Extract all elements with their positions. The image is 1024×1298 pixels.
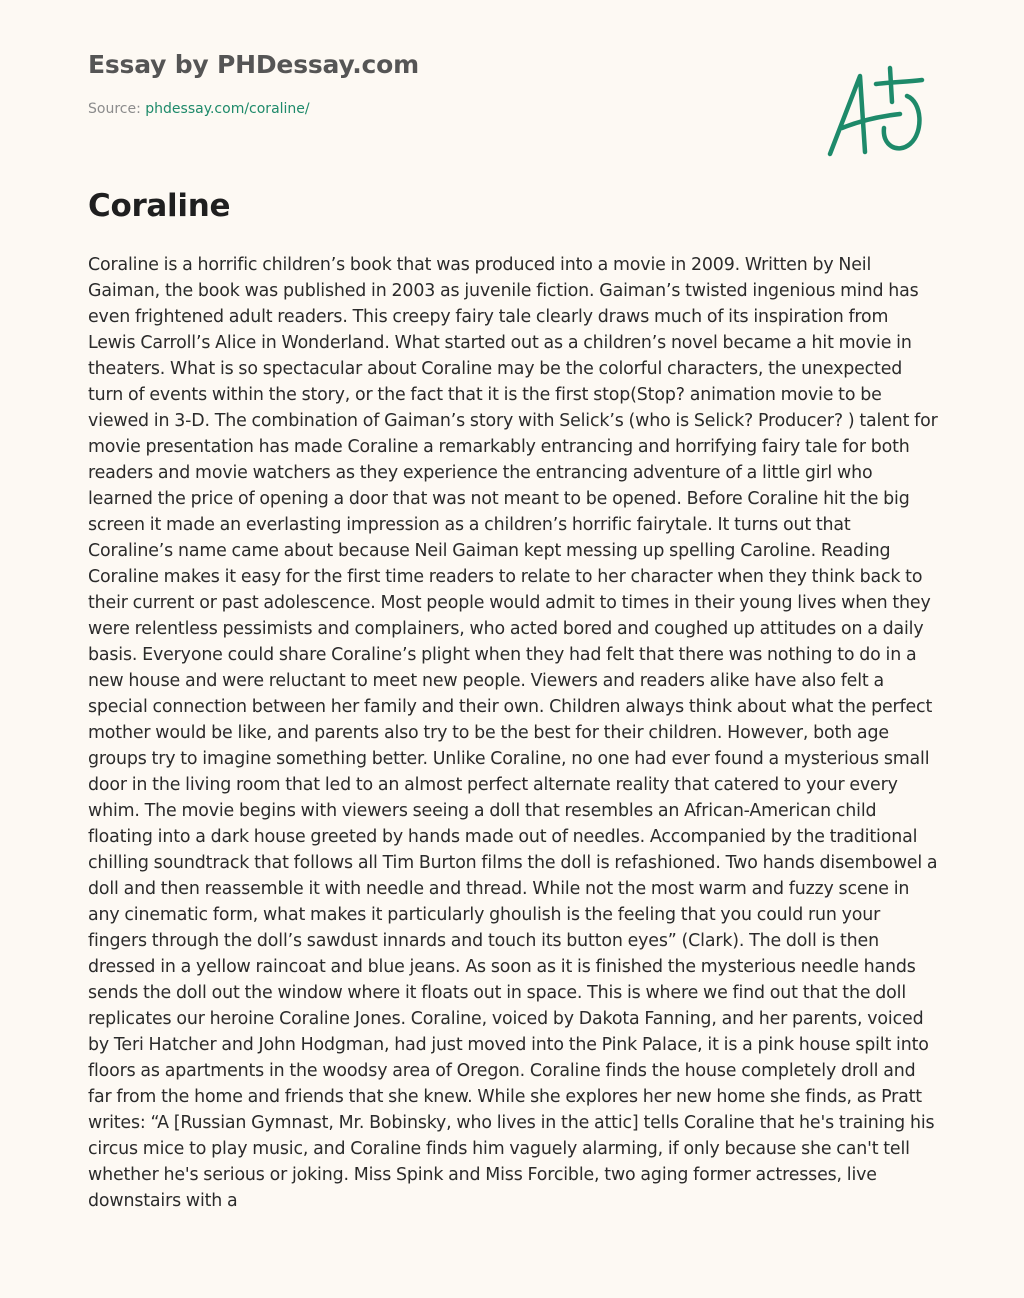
- essay-body: [88, 252, 940, 1252]
- page-header: [88, 50, 419, 117]
- source-line: [88, 101, 419, 117]
- source-label: Source:: [88, 101, 146, 117]
- essay-title: Coraline: [88, 188, 231, 224]
- a-plus-logo-icon: [820, 62, 930, 162]
- site-brand: Essay by PHDessay.com: [88, 50, 419, 79]
- source-link[interactable]: phdessay.com/coraline/: [145, 101, 310, 117]
- essay-paragraph: Coraline is a horrific children’s book that was produced into a movie in 2009. Written by Neil Gaiman, the book was published in 2003 as juvenile fiction. Gaiman’s twisted ingenious mind has even frightened adult readers. This creepy fairy tale clearly draws much of its inspiration from Lewis Carroll’s Alice in Wonderland. What started out as a children’s novel became a hit movie in theaters. What is so spectacular about Coraline may be the colorful characters, the unexpected turn of events within the story, or the fact that it is the first stop(Stop? animation movie to be viewed in 3-D. The combination of Gaiman’s story with Selick’s (who is Selick? Producer? ) talent for movie presentation has made Coraline a remarkably entrancing and horrifying fairy tale for both readers and movie watchers as they experience the entrancing adventure of a little girl who learned the price of opening a door that was not meant to be opened. Before Coraline hit the big screen it made an everlasting impression as a children’s horrific fairytale. It turns out that Coraline’s name came about because Neil Gaiman kept messing up spelling Caroline. Reading Coraline makes it easy for the first time readers to relate to her character when they think back to their current or past adolescence. Most people would admit to times in their young lives when they were relentless pessimists and complainers, who acted bored and coughed up attitudes on a daily basis. Everyone could share Coraline’s plight when they had felt that there was nothing to do in a new house and were reluctant to meet new people. Viewers and readers alike have also felt a special connection between her family and their own. Children always think about what the perfect mother would be like, and parents also try to be the best for their children. However, both age groups try to imagine something better. Unlike Coraline, no one had ever found a mysterious small door in the living room that led to an almost perfect alternate reality that catered to your every whim. The movie begins with viewers seeing a doll that resembles an African-American child floating into a dark house greeted by hands made out of needles. Accompanied by the traditional chilling soundtrack that follows all Tim Burton films the doll is refashioned. Two hands disembowel a doll and then reassemble it with needle and thread. While not the most warm and fuzzy scene in any cinematic form, what makes it particularly ghoulish is the feeling that you could run your fingers through the doll’s sawdust innards and touch its button eyes” (Clark). The doll is then dressed in a yellow raincoat and blue jeans. As soon as it is finished the mysterious needle hands sends the doll out the window where it floats out in space. This is where we find out that the doll replicates our heroine Coraline Jones. Coraline, voiced by Dakota Fanning, and her parents, voiced by Teri Hatcher and John Hodgman, had just moved into the Pink Palace, it is a pink house spilt into floors as apartments in the woodsy area of Oregon. Coraline finds the house completely droll and far from the home and friends that she knew. While she explores her new home she finds, as Pratt writes: “A [Russian Gymnast, Mr. Bobinsky, who lives in the attic] tells Coraline that he's training his circus mice to play music, and Coraline finds him vaguely alarming, if only because she can't tell whether he's serious or joking. Miss Spink and Miss Forcible, two aging former actresses, live downstairs with a: [88, 255, 938, 1211]
